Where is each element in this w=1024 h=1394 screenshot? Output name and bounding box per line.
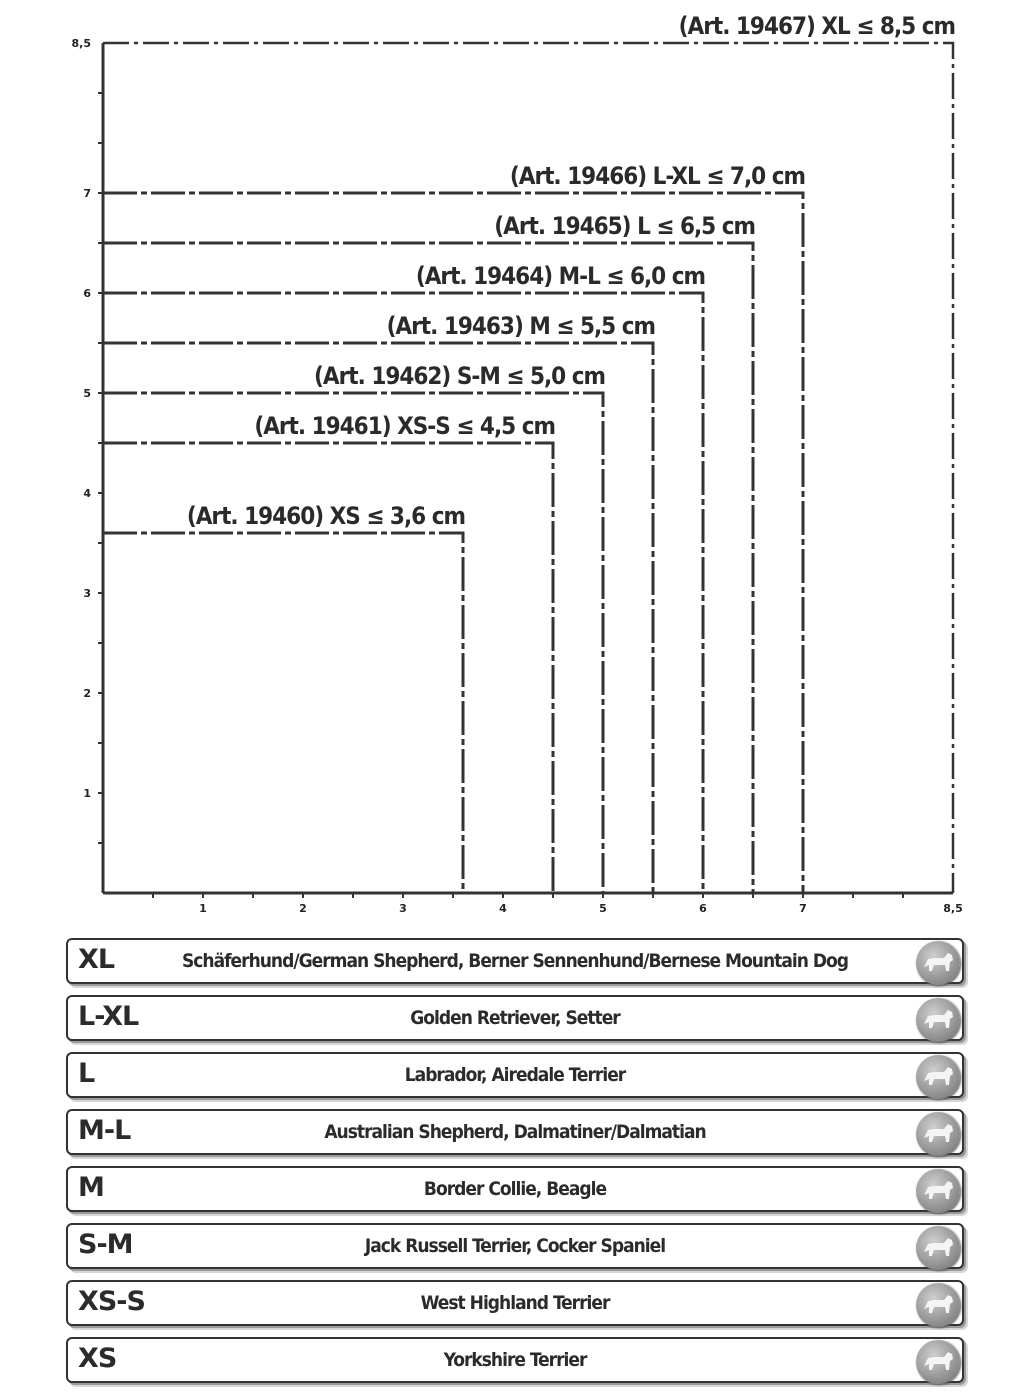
legend-breeds-text: Yorkshire Terrier [443,1349,587,1371]
dog-silhouette-icon [916,998,960,1042]
size-box-label: (Art. 19460) XS ≤ 3,6 cm [186,502,465,530]
y-tick-label: 7 [83,187,91,200]
legend-row [66,1280,964,1326]
legend-row [66,1337,964,1383]
dog-silhouette-icon [916,1112,960,1156]
dog-silhouette-icon [916,1169,960,1213]
x-tick-label: 3 [399,902,407,915]
y-tick-label: 8,5 [71,37,91,50]
legend-breeds-text: Golden Retriever, Setter [410,1007,620,1029]
legend-breeds-text: West Highland Terrier [420,1292,610,1314]
dog-silhouette-icon [916,941,960,985]
legend-breeds-text: Jack Russell Terrier, Cocker Spaniel [364,1235,666,1257]
legend-row [66,1223,964,1269]
size-box-label: (Art. 19467) XL ≤ 8,5 cm [678,12,955,40]
y-tick-label: 3 [83,587,91,600]
breed-legend [66,938,964,1394]
x-tick-label: 8,5 [943,902,963,915]
legend-breeds-text: Labrador, Airedale Terrier [404,1064,626,1086]
size-box-outline [103,193,803,893]
dog-silhouette-icon [916,1340,960,1384]
legend-row [66,995,964,1041]
legend-breeds-text: Schäferhund/German Shepherd, Berner Sennenhund/Bernese Mountain Dog [181,950,849,972]
legend-size-label: XS-S [78,1286,145,1317]
dog-silhouette-icon [916,1226,960,1270]
size-box-label: (Art. 19466) L-XL ≤ 7,0 cm [509,162,805,190]
dog-silhouette-icon [916,1283,960,1327]
y-tick-label: 1 [83,787,91,800]
size-box-label: (Art. 19465) L ≤ 6,5 cm [494,212,755,240]
legend-size-label: S-M [78,1229,133,1260]
legend-row [66,1109,964,1155]
size-boxes [103,12,955,893]
legend-row [66,938,964,984]
y-tick-label: 5 [83,387,91,400]
x-tick-label: 1 [199,902,207,915]
y-tick-label: 2 [83,687,91,700]
x-tick-label: 5 [599,902,607,915]
legend-size-label: XS [78,1343,117,1374]
legend-size-label: L-XL [78,1001,139,1032]
legend-breeds-text: Australian Shepherd, Dalmatiner/Dalmatian [324,1121,706,1143]
size-box-label: (Art. 19461) XS-S ≤ 4,5 cm [254,412,555,440]
legend-size-label: M-L [78,1115,131,1146]
legend-size-label: M [78,1172,104,1203]
size-box-label: (Art. 19464) M-L ≤ 6,0 cm [415,262,705,290]
dog-silhouette-icon [916,1055,960,1099]
legend-row [66,1052,964,1098]
x-tick-label: 6 [699,902,707,915]
size-box-outline [103,393,603,893]
legend-size-label: XL [78,944,115,975]
x-tick-label: 7 [799,902,807,915]
y-tick-label: 4 [83,487,91,500]
size-box-outline [103,533,463,893]
x-tick-label: 2 [299,902,307,915]
legend-row [66,1166,964,1212]
legend-size-label: L [78,1058,95,1089]
x-tick-label: 4 [499,902,507,915]
y-tick-label: 6 [83,287,91,300]
size-box-label: (Art. 19463) M ≤ 5,5 cm [386,312,655,340]
size-box-outline [103,243,753,893]
size-box-label: (Art. 19462) S-M ≤ 5,0 cm [314,362,605,390]
legend-breeds-text: Border Collie, Beagle [423,1178,607,1200]
